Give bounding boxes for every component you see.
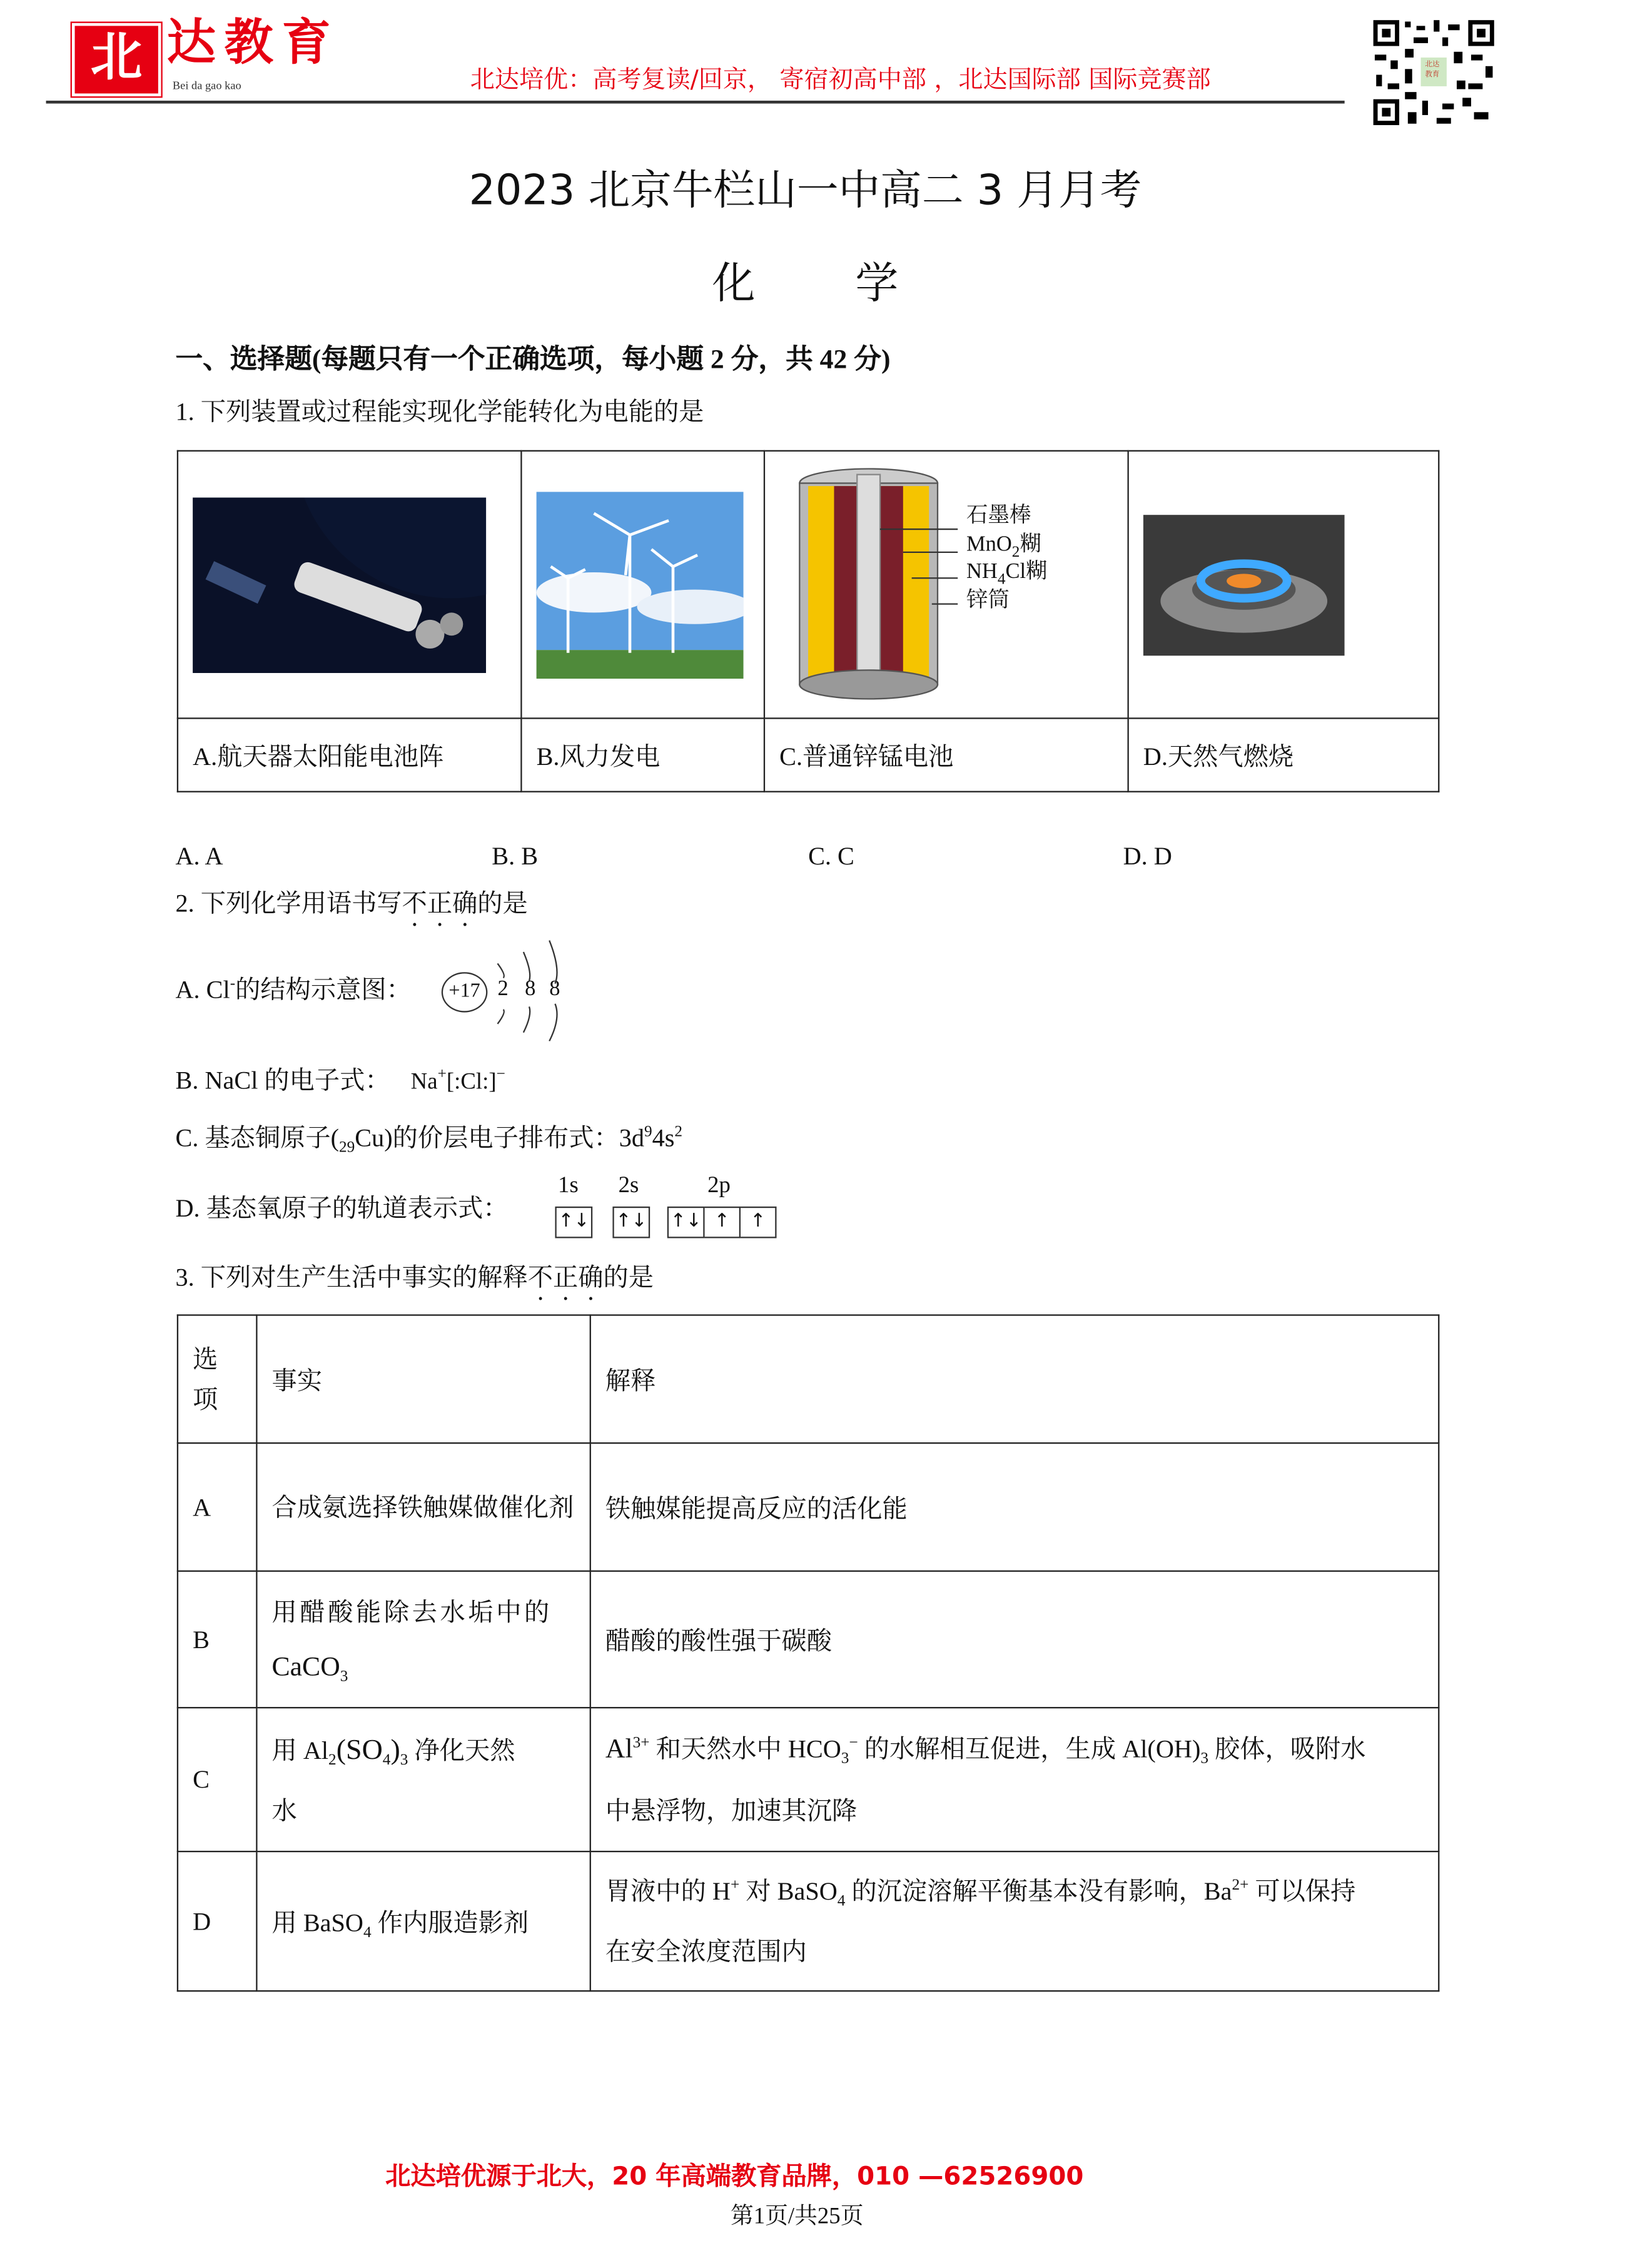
t: 对 BaSO: [739, 1876, 838, 1906]
t: 可以保持: [1248, 1876, 1356, 1906]
chloride-bracket: [:Cl:]: [446, 1070, 497, 1095]
exam-title: 2023 北京牛栏山一中高二 3 月月考: [468, 165, 1142, 215]
logo-subtitle: Bei da gao kao: [172, 79, 241, 93]
logo-text: 达教育: [166, 14, 340, 72]
wind-turbine-image: [537, 491, 744, 678]
t: (SO: [336, 1733, 383, 1766]
sup: +: [730, 1876, 740, 1894]
orbital-box-2s: ↑↓: [612, 1207, 650, 1238]
t: 的水解相互促进，生成 Al(OH): [858, 1734, 1201, 1763]
q2-option-a[interactable]: [175, 975, 411, 1005]
nh4cl-paste: Cl糊: [1005, 560, 1048, 584]
row-explanation: [590, 1851, 1439, 1991]
question-2-stem: [175, 889, 527, 932]
q1-option-a[interactable]: A. A: [175, 841, 223, 870]
sub: 3: [1200, 1750, 1208, 1768]
d-electrons: 9: [644, 1123, 652, 1141]
t: 胃液中的 H: [605, 1876, 731, 1906]
chloride-structure-diagram: [440, 938, 570, 1041]
orbital-box-1s: ↑↓: [555, 1207, 592, 1238]
row-option: B: [178, 1571, 256, 1708]
row-explanation: [590, 1708, 1439, 1851]
caco3: CaCO: [271, 1651, 340, 1682]
t: ): [390, 1733, 400, 1766]
nh4cl-subscript: 4: [997, 570, 1006, 589]
explain-line-1: [605, 1861, 1424, 1921]
sup: 2+: [1232, 1876, 1249, 1894]
table-row: [178, 1571, 1439, 1708]
sub: 2: [328, 1751, 337, 1768]
q1-option-b[interactable]: B. B: [492, 841, 539, 870]
row-option: C: [178, 1708, 256, 1851]
page-number: 第1页/共25页: [730, 2204, 864, 2229]
row-option: D: [178, 1851, 256, 1991]
image-cell-d: [1128, 451, 1439, 719]
sub: 3: [841, 1750, 849, 1768]
shell-arcs-icon: [440, 938, 570, 1041]
explain-line-2: 在安全浓度范围内: [605, 1936, 807, 1966]
option-b-label: B. NaCl 的电子式：: [175, 1065, 390, 1095]
sup: 3+: [632, 1734, 650, 1752]
header-option-1: 选: [193, 1344, 218, 1374]
t: 用 Al: [271, 1734, 329, 1764]
mno2-subscript: 2: [1011, 542, 1020, 560]
stem-text: 3. 下列对生产生活中事实的解释: [175, 1262, 528, 1292]
question-3-stem: [175, 1263, 653, 1306]
explain-line-1: [605, 1718, 1424, 1780]
caco3-subscript: 3: [340, 1667, 348, 1685]
sodium: Na: [410, 1070, 438, 1095]
zinc-manganese-battery-image: [782, 462, 1128, 707]
fact-line-2: [272, 1639, 575, 1695]
t: 净化天然: [408, 1734, 515, 1764]
fact-line-2: 水: [271, 1795, 297, 1825]
t: 胶体，吸附水: [1208, 1734, 1366, 1763]
label-nh4cl: [966, 559, 1048, 587]
exam-subject: 化 学: [712, 258, 899, 310]
sodium-charge: +: [437, 1065, 447, 1083]
q2-option-d[interactable]: D. 基态氧原子的轨道表示式：: [175, 1193, 509, 1223]
label-mno2: [966, 532, 1048, 560]
sub: 3: [400, 1751, 408, 1768]
option-c-label: C. 基态铜原子(: [175, 1123, 340, 1152]
logo-char: 北: [90, 28, 143, 88]
image-cell-a: [178, 451, 521, 719]
sub: 4: [837, 1892, 846, 1910]
caption-a: A.航天器太阳能电池阵: [178, 718, 521, 791]
q2-option-c[interactable]: [175, 1123, 683, 1157]
question-1-table: [177, 450, 1440, 792]
caption-d: D.天然气燃烧: [1128, 718, 1439, 791]
row-fact: [256, 1851, 590, 1991]
row-explanation: 铁触媒能提高反应的活化能: [590, 1443, 1439, 1571]
logo-icon: [72, 23, 161, 96]
stem-text-end: 的是: [603, 1262, 654, 1292]
option-a-label: A. Cl: [175, 975, 230, 1004]
t: 的沉淀溶解平衡基本没有影响，Ba: [845, 1876, 1232, 1906]
row-fact: 合成氨选择铁触媒做催化剂: [256, 1443, 590, 1571]
header-fact: 事实: [256, 1315, 590, 1444]
caption-c: C.普通锌锰电池: [764, 718, 1128, 791]
orbital-label-1s: 1s: [558, 1173, 579, 1198]
row-explanation: 醋酸的酸性强于碳酸: [590, 1571, 1439, 1708]
row-option: A: [178, 1443, 256, 1571]
label-graphite-rod: 石墨棒: [966, 504, 1031, 528]
header-divider: [46, 101, 1345, 104]
image-cell-c: [764, 451, 1128, 719]
header-tagline: 北达培优：高考复读/回京， 寄宿初高中部 ，北达国际部 国际竞赛部: [470, 66, 1211, 95]
q2-option-b[interactable]: [175, 1066, 505, 1098]
table-row: [178, 1851, 1439, 1991]
footer-promo: 北达培优源于北大，20 年高端教育品牌，010 —62526900: [385, 2162, 1084, 2192]
t: 作内服造影剂: [371, 1907, 529, 1936]
row-fact: [256, 1571, 590, 1708]
nh4cl-text: NH: [966, 560, 998, 584]
stem-emphasis: 不正确: [527, 1262, 604, 1292]
stem-emphasis: 不正确: [402, 888, 478, 918]
row-fact: [256, 1708, 590, 1851]
battery-labels: [966, 504, 1048, 615]
t: 用 BaSO: [271, 1907, 363, 1936]
table-row: [178, 1443, 1439, 1571]
fact-line-1: 用醋酸能除去水垢中的: [271, 1597, 552, 1626]
sup: −: [849, 1734, 858, 1752]
question-1-stem: 1. 下列装置或过程能实现化学能转化为电能的是: [175, 397, 704, 426]
atomic-number: 29: [339, 1138, 355, 1157]
option-c-text: Cu)的价层电子排布式：3d: [355, 1123, 644, 1152]
q1-option-d[interactable]: D. D: [1123, 841, 1172, 870]
sub: 4: [363, 1923, 372, 1941]
shell-2: 8: [525, 978, 536, 1001]
option-a-text: 的结构示意图：: [235, 975, 412, 1004]
mno2-paste: 糊: [1020, 532, 1041, 556]
header-option: [178, 1315, 256, 1444]
label-zinc-can: 锌筒: [966, 589, 1010, 612]
table-row: [178, 1708, 1439, 1851]
shell-1: 2: [497, 978, 509, 1001]
mno2-text: MnO: [966, 532, 1012, 556]
explain-line-2: 中悬浮物，加速其沉降: [605, 1796, 858, 1825]
orbital-label-2s: 2s: [618, 1173, 639, 1198]
fact-line-1: [272, 1719, 575, 1780]
option-c-4s: 4s: [652, 1123, 675, 1152]
sub: 4: [382, 1751, 391, 1768]
t: Al: [605, 1734, 633, 1764]
qr-center-label: 北达教育: [1425, 60, 1440, 79]
caption-b: B.风力发电: [521, 718, 764, 791]
orbital-diagram: [555, 1205, 776, 1238]
spacecraft-image: [193, 497, 486, 672]
orbital-box-2p-2: ↑: [705, 1207, 741, 1238]
header-explanation: 解释: [590, 1315, 1439, 1444]
nucleus: +17: [442, 972, 488, 1012]
s-electrons: 2: [674, 1123, 683, 1141]
shell-3: 8: [549, 978, 560, 1001]
orbital-box-2p-3: ↑: [741, 1207, 776, 1238]
image-cell-b: [521, 451, 764, 719]
gas-stove-flame-image: [1143, 514, 1345, 655]
stem-text: 2. 下列化学用语书写: [175, 888, 402, 918]
t: 和天然水中 HCO: [649, 1734, 841, 1763]
stem-text-end: 的是: [477, 888, 528, 918]
section-heading: 一、选择题(每题只有一个正确选项，每小题 2 分，共 42 分): [175, 345, 891, 376]
chloride-charge-b: −: [496, 1065, 505, 1083]
question-3-table: [177, 1314, 1440, 1992]
orbital-box-2p-1: ↑↓: [667, 1207, 705, 1238]
nacl-electron-formula: [410, 1065, 505, 1095]
q1-option-c[interactable]: C. C: [808, 841, 854, 870]
chloride-charge: -: [230, 975, 236, 993]
header-option-2: 项: [193, 1385, 218, 1414]
orbital-label-2p: 2p: [707, 1173, 731, 1198]
